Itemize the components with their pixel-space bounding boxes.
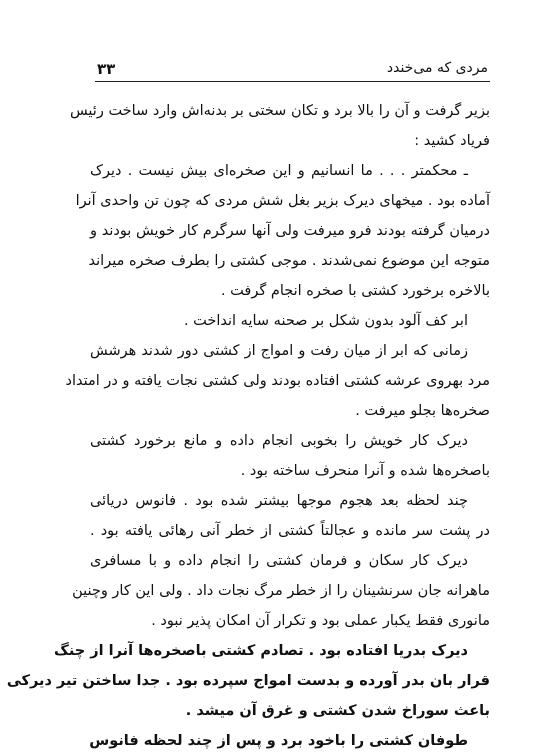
text-line: ماهرانه جان سرنشینان را از خطر مرگ نجات داد . ولی این کار وچنین [72, 583, 490, 599]
body-text [6, 96, 490, 756]
running-title: مردی که می‌خندد [386, 60, 488, 76]
text-line: زمانی که ابر از میان رفت و امواج از کشتی دور شدند هرشش [90, 343, 468, 359]
text-line: در پشت سر مانده و عجالتاً کشتی از خطر آنی رهائی یافته بود . [90, 523, 490, 539]
text-line: آماده بود . میخهای دیرک بزیر بغل شش مردی که چون تن واحدی آنرا [75, 193, 490, 209]
text-line: باصخره‌ها شده و آنرا منحرف ساخته بود . [240, 463, 490, 479]
text-line: ابر کف آلود بدون شکل بر صحنه سایه انداخت . [183, 313, 468, 329]
page-header [95, 58, 490, 80]
text-line: چند لحظه بعد هجوم موجها بیشتر شده بود . فانوس دریائی [90, 493, 468, 509]
text-line: ـ محکمتر . . . ما انسانیم و این صخره‌ای بیش نیست . دیرک [90, 163, 468, 179]
page-number: ۳۳ [97, 60, 116, 78]
header-divider [95, 81, 490, 82]
text-line: بزیر گرفت و آن را بالا برد و تکان سختی بر بدنه‌اش وارد ساخت رئیس [69, 103, 490, 119]
text-line: دیرک کار خویش را بخوبی انجام داده و مانع برخورد کشتی [90, 433, 468, 449]
text-line: مرد بهروی عرشه کشتی افتاده بودند ولی کشتی نجات یافته و در امتداد [65, 373, 490, 389]
text-line: بالاخره برخورد کشتی با صخره انجام گرفت . [220, 283, 490, 299]
text-line: فریاد کشید : [414, 133, 490, 149]
text-line: صخره‌ها بجلو میرفت . [355, 403, 490, 419]
text-line: دیرک کار سکان و فرمان کشتی را انجام داده و با مسافری [90, 553, 468, 569]
text-line: دیرک بدریا افتاده بود . تصادم کشتی باصخره‌ها آنرا از چنگ [54, 643, 468, 659]
text-line: باعث سوراخ شدن کشتی و غرق آن میشد . [185, 703, 490, 719]
text-line: متوجه این موضوع نمی‌شدند . موجی کشتی را بطرف صخره میراند [88, 253, 490, 269]
text-line: درمیان گرفته بودند فرو میرفت ولی آنها سرگرم کار خویش بودند و [90, 223, 490, 239]
text-line: مانوری فقط یکبار عملی بود و تکرار آن امکان پذیر نبود . [151, 613, 490, 629]
text-line: طوفان کشتی را باخود برد و پس از چند لحظه فانوس [89, 733, 468, 749]
text-line: قرار بان بدر آورده و بدست امواج سپرده بود . جدا ساختن تیر دیرکی [6, 673, 490, 689]
